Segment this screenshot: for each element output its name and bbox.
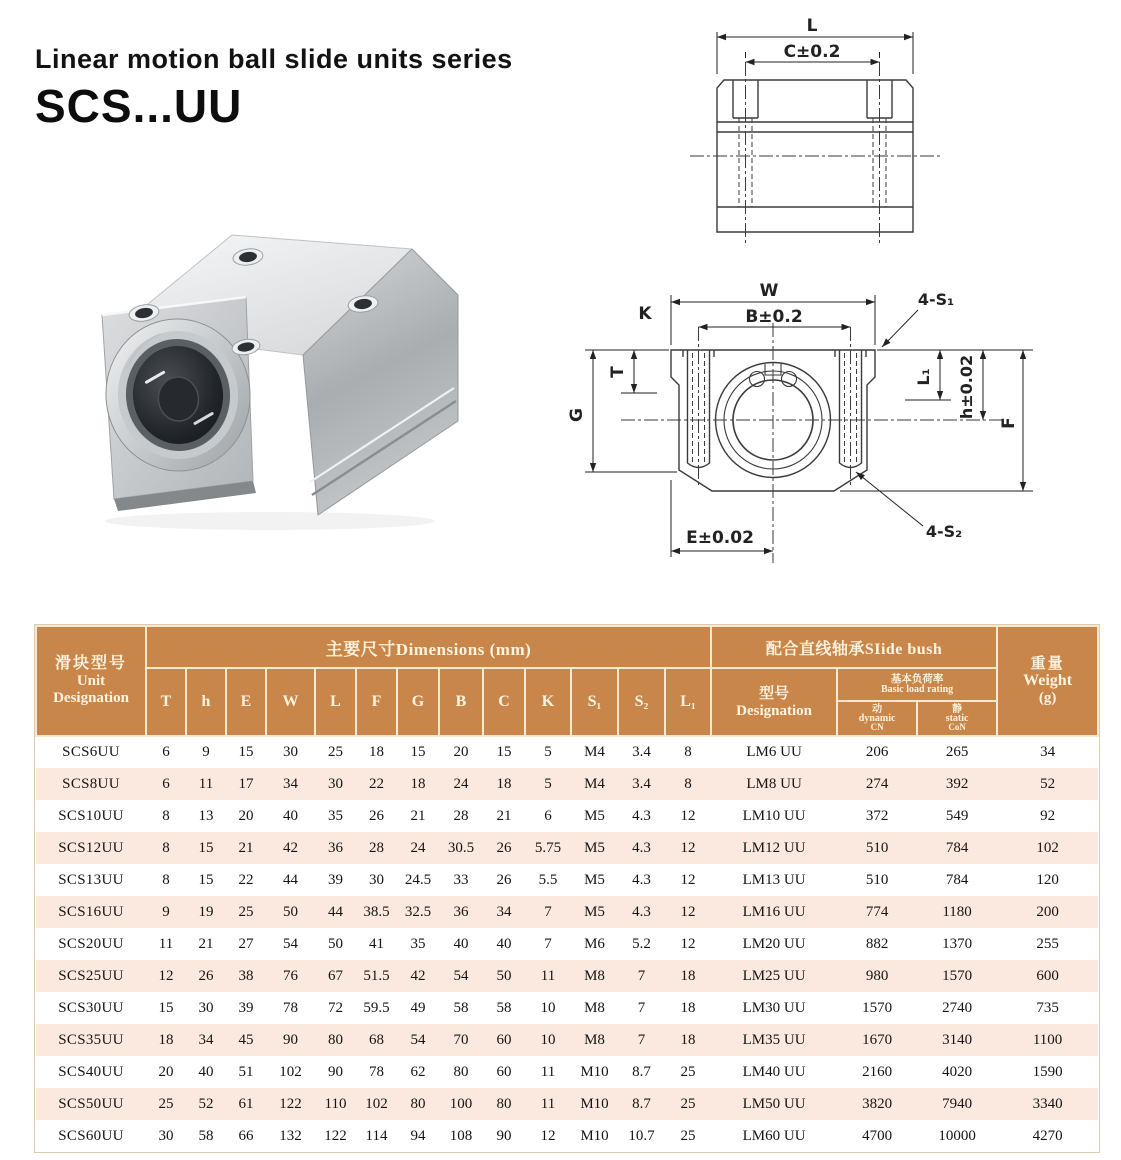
value-cell: 15 bbox=[198, 871, 214, 888]
table-row bbox=[36, 1088, 1098, 1120]
bush-designation-cell: LM12 UU bbox=[742, 839, 806, 856]
value-cell: 980 bbox=[865, 967, 889, 984]
value-cell: 7 bbox=[544, 903, 552, 920]
value-cell: 17 bbox=[238, 775, 254, 792]
col-header-E: E bbox=[226, 668, 266, 736]
value-cell: 206 bbox=[865, 744, 889, 760]
unit-designation-cell: SCS50UU bbox=[58, 1095, 124, 1112]
value-cell: 510 bbox=[865, 871, 889, 888]
value-cell: 90 bbox=[496, 1127, 512, 1144]
value-cell: 3.4 bbox=[632, 744, 651, 760]
value-cell: 80 bbox=[496, 1095, 512, 1112]
value-cell: 12 bbox=[540, 1127, 556, 1144]
value-cell: 80 bbox=[328, 1031, 343, 1048]
value-cell: 42 bbox=[283, 839, 298, 856]
value-cell: M8 bbox=[584, 967, 605, 984]
value-cell: 33 bbox=[453, 871, 469, 888]
value-cell: 122 bbox=[324, 1127, 347, 1144]
value-cell: 34 bbox=[496, 903, 512, 920]
value-cell: 5 bbox=[544, 744, 552, 760]
dim-label-h: h±0.02 bbox=[957, 354, 976, 420]
value-cell: 18 bbox=[158, 1031, 174, 1048]
value-cell: 6 bbox=[162, 775, 170, 792]
value-cell: 15 bbox=[238, 744, 254, 760]
value-cell: 21 bbox=[198, 935, 214, 952]
value-cell: 18 bbox=[680, 1031, 696, 1048]
value-cell: 58 bbox=[453, 999, 469, 1016]
value-cell: 27 bbox=[238, 935, 254, 952]
value-cell: 54 bbox=[283, 935, 298, 952]
col-header-static: 静 static CoN bbox=[917, 701, 997, 736]
value-cell: 32.5 bbox=[404, 903, 432, 920]
value-cell: 20 bbox=[238, 807, 254, 824]
value-cell: 18 bbox=[680, 967, 696, 984]
value-cell: 34 bbox=[283, 775, 298, 792]
value-cell: 8 bbox=[684, 744, 692, 760]
value-cell: 15 bbox=[158, 999, 174, 1016]
value-cell: 51.5 bbox=[363, 967, 390, 984]
value-cell: 70 bbox=[453, 1031, 469, 1048]
table-row bbox=[36, 736, 1098, 768]
value-cell: 12 bbox=[680, 839, 696, 856]
value-cell: 21 bbox=[238, 839, 254, 856]
value-cell: 68 bbox=[369, 1031, 384, 1048]
unit-designation-cell: SCS8UU bbox=[62, 775, 120, 792]
value-cell: 7 bbox=[637, 999, 646, 1016]
value-cell: 26 bbox=[496, 871, 512, 888]
value-cell: 372 bbox=[865, 807, 889, 824]
value-cell: 15 bbox=[198, 839, 214, 856]
dim-label-4S2: 4-S₂ bbox=[925, 522, 963, 541]
table-row bbox=[36, 800, 1098, 832]
value-cell: 36 bbox=[328, 839, 343, 856]
value-cell: 49 bbox=[410, 999, 426, 1016]
value-cell: M6 bbox=[584, 935, 605, 952]
value-cell: 24 bbox=[410, 839, 426, 856]
table-row bbox=[36, 928, 1098, 960]
value-cell: 92 bbox=[1040, 807, 1056, 824]
value-cell: 255 bbox=[1036, 935, 1059, 952]
value-cell: 25 bbox=[158, 1095, 174, 1112]
value-cell: 1670 bbox=[862, 1031, 893, 1048]
value-cell: 10.7 bbox=[628, 1127, 655, 1144]
value-cell: 102 bbox=[1036, 839, 1059, 856]
value-cell: 51 bbox=[238, 1063, 254, 1080]
col-header-W: W bbox=[266, 668, 315, 736]
unit-designation-cell: SCS25UU bbox=[58, 967, 124, 984]
value-cell: M5 bbox=[584, 839, 605, 856]
value-cell: M10 bbox=[580, 1095, 609, 1112]
value-cell: 50 bbox=[283, 903, 298, 920]
value-cell: 36 bbox=[453, 903, 469, 920]
value-cell: 11 bbox=[158, 935, 174, 952]
col-header-L: L bbox=[315, 668, 356, 736]
value-cell: 12 bbox=[680, 871, 696, 888]
value-cell: 30 bbox=[369, 871, 384, 888]
value-cell: 100 bbox=[449, 1095, 473, 1112]
value-cell: 7 bbox=[637, 1031, 646, 1048]
value-cell: 1100 bbox=[1032, 1031, 1063, 1048]
value-cell: 60 bbox=[496, 1031, 512, 1048]
value-cell: 110 bbox=[324, 1095, 347, 1112]
value-cell: 22 bbox=[369, 775, 384, 792]
bush-designation-cell: LM35 UU bbox=[742, 1031, 806, 1048]
value-cell: 30 bbox=[158, 1127, 174, 1144]
value-cell: 72 bbox=[328, 999, 343, 1016]
value-cell: 882 bbox=[865, 935, 889, 952]
value-cell: 28 bbox=[453, 807, 469, 824]
value-cell: 4700 bbox=[862, 1127, 893, 1144]
table-row bbox=[36, 1024, 1098, 1056]
unit-designation-cell: SCS20UU bbox=[58, 935, 124, 952]
value-cell: 114 bbox=[365, 1127, 388, 1144]
value-cell: 10 bbox=[540, 1031, 556, 1048]
value-cell: 30 bbox=[328, 775, 343, 792]
col-header-F: F bbox=[356, 668, 397, 736]
col-header-basic-load-rating: 基本负荷率 Basic load rating bbox=[837, 668, 997, 701]
value-cell: 2740 bbox=[942, 999, 973, 1016]
value-cell: 90 bbox=[283, 1031, 298, 1048]
value-cell: 40 bbox=[198, 1063, 214, 1080]
col-header-C: C bbox=[483, 668, 525, 736]
table-row bbox=[36, 1120, 1098, 1152]
value-cell: 52 bbox=[198, 1095, 214, 1112]
value-cell: 26 bbox=[198, 967, 214, 984]
value-cell: 58 bbox=[496, 999, 512, 1016]
value-cell: 4.3 bbox=[632, 839, 651, 856]
dim-label-K: K bbox=[638, 304, 652, 324]
dim-label-B: B±0.2 bbox=[745, 307, 803, 327]
value-cell: 12 bbox=[680, 903, 696, 920]
page-title: Linear motion ball slide units series bbox=[35, 44, 513, 74]
bush-designation-cell: LM16 UU bbox=[742, 903, 806, 920]
value-cell: 4.3 bbox=[632, 871, 651, 888]
value-cell: 66 bbox=[238, 1127, 254, 1144]
col-header-G: G bbox=[397, 668, 439, 736]
value-cell: 19 bbox=[198, 903, 214, 920]
value-cell: 22 bbox=[238, 871, 254, 888]
value-cell: 25 bbox=[680, 1127, 696, 1144]
value-cell: M8 bbox=[584, 1031, 605, 1048]
value-cell: 58 bbox=[198, 1127, 214, 1144]
value-cell: 41 bbox=[369, 935, 384, 952]
value-cell: 20 bbox=[453, 744, 469, 760]
value-cell: 30.5 bbox=[447, 839, 475, 856]
value-cell: 274 bbox=[865, 775, 889, 792]
col-header-S2: S₂ bbox=[618, 668, 665, 736]
spec-table-head bbox=[36, 626, 1098, 736]
dim-label-E: E±0.02 bbox=[686, 528, 754, 548]
value-cell: 15 bbox=[496, 744, 512, 760]
bush-designation-cell: LM50 UU bbox=[742, 1095, 806, 1112]
col-header-h: h bbox=[186, 668, 226, 736]
unit-designation-cell: SCS30UU bbox=[58, 999, 124, 1016]
unit-designation-cell: SCS35UU bbox=[58, 1031, 124, 1048]
value-cell: 78 bbox=[369, 1063, 384, 1080]
table-row bbox=[36, 832, 1098, 864]
value-cell: 784 bbox=[945, 871, 969, 888]
table-row bbox=[36, 864, 1098, 896]
dim-label-G: G bbox=[567, 408, 587, 422]
value-cell: 784 bbox=[945, 839, 969, 856]
col-header-B: B bbox=[439, 668, 483, 736]
value-cell: 12 bbox=[158, 967, 174, 984]
table-row bbox=[36, 992, 1098, 1024]
value-cell: 122 bbox=[279, 1095, 302, 1112]
bush-designation-cell: LM6 UU bbox=[746, 744, 802, 760]
value-cell: 4020 bbox=[942, 1063, 973, 1080]
value-cell: 549 bbox=[945, 807, 969, 824]
value-cell: 11 bbox=[540, 1095, 556, 1112]
value-cell: 7 bbox=[637, 967, 646, 984]
title-block bbox=[35, 44, 513, 133]
photo-shadow bbox=[105, 512, 435, 530]
value-cell: 510 bbox=[865, 839, 889, 856]
value-cell: 18 bbox=[369, 744, 384, 760]
value-cell: 25 bbox=[238, 903, 254, 920]
value-cell: 1570 bbox=[862, 999, 893, 1016]
col-header-L1: L₁ bbox=[665, 668, 711, 736]
value-cell: M5 bbox=[584, 807, 605, 824]
value-cell: M4 bbox=[584, 744, 605, 760]
value-cell: 50 bbox=[496, 967, 512, 984]
unit-designation-cell: SCS40UU bbox=[58, 1063, 124, 1080]
side-view-drawing bbox=[640, 10, 1110, 255]
value-cell: 26 bbox=[496, 839, 512, 856]
value-cell: M10 bbox=[580, 1063, 609, 1080]
value-cell: 4.3 bbox=[632, 807, 651, 824]
value-cell: 61 bbox=[238, 1095, 254, 1112]
col-header-slide-bush: 配合直线轴承SIide bush bbox=[711, 626, 997, 668]
value-cell: 40 bbox=[283, 807, 298, 824]
value-cell: 54 bbox=[453, 967, 469, 984]
value-cell: 25 bbox=[328, 744, 343, 760]
value-cell: 40 bbox=[496, 935, 512, 952]
bush-designation-cell: LM60 UU bbox=[742, 1127, 806, 1144]
dim-label-F: F bbox=[999, 417, 1019, 429]
value-cell: 44 bbox=[283, 871, 298, 888]
col-header-bush-designation: 型号 Designation bbox=[711, 668, 837, 736]
value-cell: M5 bbox=[584, 871, 605, 888]
bush-designation-cell: LM40 UU bbox=[742, 1063, 806, 1080]
value-cell: 30 bbox=[198, 999, 214, 1016]
value-cell: 44 bbox=[328, 903, 343, 920]
unit-designation-cell: SCS60UU bbox=[58, 1127, 124, 1144]
value-cell: 21 bbox=[410, 807, 426, 824]
center-lines bbox=[690, 62, 940, 246]
value-cell: M4 bbox=[584, 775, 605, 792]
value-cell: 8 bbox=[162, 807, 170, 824]
value-cell: 13 bbox=[198, 807, 214, 824]
value-cell: 52 bbox=[1040, 775, 1056, 792]
value-cell: 38 bbox=[238, 967, 254, 984]
value-cell: 3820 bbox=[862, 1095, 893, 1112]
unit-designation-cell: SCS10UU bbox=[58, 807, 124, 824]
value-cell: 2160 bbox=[862, 1063, 893, 1080]
value-cell: 1370 bbox=[942, 935, 973, 952]
value-cell: 9 bbox=[162, 903, 170, 920]
value-cell: 10000 bbox=[938, 1127, 976, 1144]
value-cell: 50 bbox=[328, 935, 343, 952]
unit-designation-cell: SCS6UU bbox=[62, 744, 120, 760]
value-cell: 26 bbox=[369, 807, 384, 824]
value-cell: 67 bbox=[328, 967, 343, 984]
value-cell: 735 bbox=[1036, 999, 1059, 1016]
col-header-dynamic: 动 dynamic CN bbox=[837, 701, 917, 736]
value-cell: M8 bbox=[584, 999, 605, 1016]
dimension-lines bbox=[585, 295, 1033, 557]
value-cell: 45 bbox=[238, 1031, 254, 1048]
value-cell: 80 bbox=[410, 1095, 426, 1112]
dim-label-L: L bbox=[806, 16, 818, 36]
value-cell: 40 bbox=[453, 935, 469, 952]
value-cell: 18 bbox=[410, 775, 426, 792]
value-cell: 3.4 bbox=[632, 775, 651, 792]
unit-designation-cell: SCS12UU bbox=[58, 839, 124, 856]
value-cell: 78 bbox=[283, 999, 298, 1016]
value-cell: 1590 bbox=[1032, 1063, 1063, 1080]
value-cell: 5.2 bbox=[632, 935, 651, 952]
value-cell: 5 bbox=[544, 775, 552, 792]
col-header-weight: 重量 Weight (g) bbox=[997, 626, 1098, 736]
value-cell: M5 bbox=[584, 903, 605, 920]
value-cell: 15 bbox=[410, 744, 426, 760]
dim-label-4S1: 4-S₁ bbox=[917, 290, 955, 309]
col-header-T: T bbox=[146, 668, 186, 736]
bush-designation-cell: LM10 UU bbox=[742, 807, 806, 824]
value-cell: 21 bbox=[496, 807, 512, 824]
value-cell: 8.7 bbox=[632, 1095, 651, 1112]
bush-designation-cell: LM30 UU bbox=[742, 999, 806, 1016]
value-cell: 94 bbox=[410, 1127, 426, 1144]
value-cell: 35 bbox=[328, 807, 343, 824]
table-row bbox=[36, 768, 1098, 800]
unit-designation-cell: SCS13UU bbox=[58, 871, 124, 888]
value-cell: 4.3 bbox=[632, 903, 651, 920]
bush-designation-cell: LM20 UU bbox=[742, 935, 806, 952]
table-row bbox=[36, 896, 1098, 928]
value-cell: 54 bbox=[410, 1031, 426, 1048]
bush-designation-cell: LM13 UU bbox=[742, 871, 806, 888]
dim-label-T: T bbox=[608, 366, 628, 378]
table-row bbox=[36, 960, 1098, 992]
value-cell: 60 bbox=[496, 1063, 512, 1080]
value-cell: 62 bbox=[410, 1063, 426, 1080]
value-cell: 6 bbox=[162, 744, 170, 760]
value-cell: 28 bbox=[369, 839, 384, 856]
dim-label-L1: L₁ bbox=[914, 368, 933, 386]
value-cell: 25 bbox=[680, 1063, 696, 1080]
value-cell: 774 bbox=[865, 903, 889, 920]
value-cell: 3340 bbox=[1032, 1095, 1063, 1112]
value-cell: 38.5 bbox=[363, 903, 390, 920]
value-cell: 102 bbox=[365, 1095, 388, 1112]
value-cell: 24 bbox=[453, 775, 469, 792]
value-cell: 39 bbox=[328, 871, 343, 888]
col-header-S1: S₁ bbox=[571, 668, 618, 736]
value-cell: 7 bbox=[544, 935, 552, 952]
dim-label-C: C±0.2 bbox=[783, 42, 841, 62]
value-cell: 132 bbox=[279, 1127, 302, 1144]
value-cell: 265 bbox=[945, 744, 969, 760]
value-cell: 5.75 bbox=[534, 839, 562, 856]
front-view-drawing bbox=[555, 265, 1121, 575]
value-cell: 600 bbox=[1036, 967, 1059, 984]
value-cell: 12 bbox=[680, 807, 696, 824]
value-cell: 8 bbox=[162, 839, 170, 856]
value-cell: 392 bbox=[945, 775, 969, 792]
value-cell: 6 bbox=[544, 807, 552, 824]
value-cell: 9 bbox=[202, 744, 210, 760]
value-cell: 25 bbox=[680, 1095, 696, 1112]
spec-table-body bbox=[36, 736, 1098, 1152]
value-cell: 5.5 bbox=[538, 871, 558, 888]
value-cell: M10 bbox=[580, 1127, 609, 1144]
col-header-unit-designation: 滑块型号 Unit Designation bbox=[36, 626, 146, 736]
col-header-K: K bbox=[525, 668, 571, 736]
value-cell: 18 bbox=[680, 999, 696, 1016]
value-cell: 8 bbox=[162, 871, 170, 888]
table-row bbox=[36, 1056, 1098, 1088]
value-cell: 35 bbox=[410, 935, 426, 952]
value-cell: 4270 bbox=[1032, 1127, 1063, 1144]
value-cell: 12 bbox=[680, 935, 696, 952]
value-cell: 59.5 bbox=[363, 999, 390, 1016]
value-cell: 108 bbox=[449, 1127, 473, 1144]
value-cell: 42 bbox=[410, 967, 426, 984]
value-cell: 3140 bbox=[942, 1031, 973, 1048]
value-cell: 1180 bbox=[942, 903, 972, 920]
value-cell: 200 bbox=[1036, 903, 1059, 920]
value-cell: 20 bbox=[158, 1063, 174, 1080]
value-cell: 11 bbox=[540, 1063, 556, 1080]
value-cell: 80 bbox=[453, 1063, 469, 1080]
value-cell: 34 bbox=[198, 1031, 214, 1048]
spec-table bbox=[35, 625, 1099, 1152]
value-cell: 7940 bbox=[942, 1095, 973, 1112]
product-photo bbox=[60, 183, 480, 533]
value-cell: 102 bbox=[279, 1063, 302, 1080]
bush-designation-cell: LM8 UU bbox=[746, 775, 802, 792]
value-cell: 76 bbox=[283, 967, 298, 984]
series-title: SCS...UU bbox=[35, 80, 243, 132]
value-cell: 10 bbox=[540, 999, 556, 1016]
value-cell: 1570 bbox=[942, 967, 973, 984]
value-cell: 120 bbox=[1036, 871, 1059, 888]
value-cell: 30 bbox=[283, 744, 298, 760]
value-cell: 34 bbox=[1040, 744, 1056, 760]
col-header-dimensions: 主要尺寸Dimensions (mm) bbox=[146, 626, 711, 668]
value-cell: 8.7 bbox=[632, 1063, 651, 1080]
dim-label-W: W bbox=[759, 281, 779, 301]
value-cell: 90 bbox=[328, 1063, 343, 1080]
value-cell: 39 bbox=[238, 999, 254, 1016]
value-cell: 24.5 bbox=[404, 871, 432, 888]
value-cell: 11 bbox=[198, 775, 214, 792]
value-cell: 11 bbox=[540, 967, 556, 984]
value-cell: 8 bbox=[684, 775, 692, 792]
bush-designation-cell: LM25 UU bbox=[742, 967, 806, 984]
value-cell: 18 bbox=[496, 775, 512, 792]
unit-designation-cell: SCS16UU bbox=[58, 903, 124, 920]
